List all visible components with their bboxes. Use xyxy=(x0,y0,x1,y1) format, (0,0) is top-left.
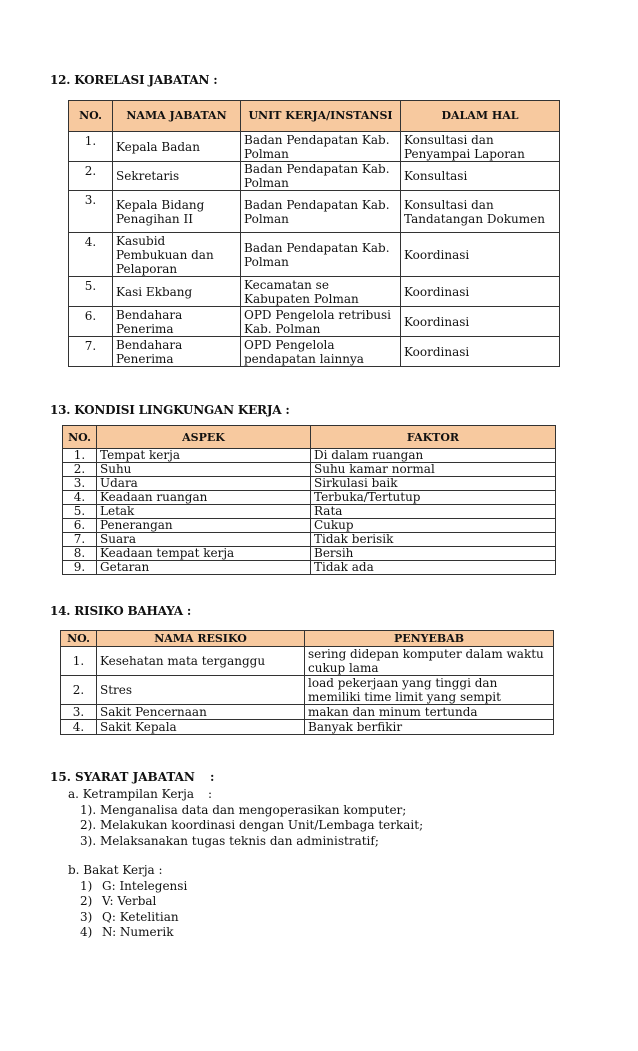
risiko-table xyxy=(60,630,554,735)
cell-aspek: Keadaan ruangan xyxy=(97,491,311,505)
list-text: N: Numerik xyxy=(102,925,174,939)
section-title-syarat xyxy=(50,770,610,787)
table-row xyxy=(69,191,560,233)
list-item: 2). Melakukan koordinasi dengan Unit/Lembaga terkait; xyxy=(80,818,424,832)
table-row xyxy=(69,307,560,337)
cell-nama: Bendahara Penerima xyxy=(113,337,241,367)
cell-faktor: Tidak ada xyxy=(311,561,556,575)
section-title-korelasi: 12. KORELASI JABATAN : xyxy=(50,73,218,87)
table-row xyxy=(69,337,560,367)
cell-penyebab: sering didepan komputer dalam waktu cukup lama xyxy=(305,647,554,676)
cell-unit: OPD Pengelola pendapatan lainnya xyxy=(241,337,401,367)
list-item xyxy=(50,894,610,910)
table-row xyxy=(63,505,556,519)
cell-no: 3. xyxy=(61,705,97,720)
header-no: NO. xyxy=(63,426,97,449)
header-dalam-hal: DALAM HAL xyxy=(401,101,560,132)
list-number: 3) xyxy=(80,909,93,924)
lingkungan-table xyxy=(62,425,556,575)
cell-no: 6. xyxy=(69,307,113,337)
table-row xyxy=(69,277,560,307)
table-row xyxy=(63,547,556,561)
cell-no: 4. xyxy=(63,491,97,505)
list-item xyxy=(50,879,610,895)
cell-nama: Kasi Ekbang xyxy=(113,277,241,307)
cell-hal: Konsultasi xyxy=(401,162,560,191)
section-title-lingkungan: 13. KONDISI LINGKUNGAN KERJA : xyxy=(50,403,290,417)
header-no: NO. xyxy=(61,631,97,647)
list-number: 1) xyxy=(80,878,93,893)
bakat-label: b. Bakat Kerja : xyxy=(68,863,163,877)
cell-aspek: Getaran xyxy=(97,561,311,575)
header-nama-resiko: NAMA RESIKO xyxy=(97,631,305,647)
table-header-row xyxy=(69,101,560,132)
cell-faktor: Rata xyxy=(311,505,556,519)
cell-aspek: Udara xyxy=(97,477,311,491)
table-row xyxy=(63,533,556,547)
table-header-row xyxy=(63,426,556,449)
list-number: 4) xyxy=(80,925,93,939)
cell-no: 2. xyxy=(61,676,97,705)
cell-no: 1. xyxy=(61,647,97,676)
header-no: NO. xyxy=(69,101,113,132)
cell-no: 2. xyxy=(63,463,97,477)
table-row xyxy=(61,676,554,705)
cell-no: 7. xyxy=(63,533,97,547)
ketrampilan-colon: : xyxy=(208,787,213,801)
list-text: Q: Ketelitian xyxy=(102,909,179,924)
cell-hal: Konsultasi dan Tandatangan Dokumen xyxy=(401,191,560,233)
cell-no: 7. xyxy=(69,337,113,367)
cell-no: 5. xyxy=(69,277,113,307)
cell-no: 4. xyxy=(61,720,97,735)
cell-penyebab: makan dan minum tertunda xyxy=(305,705,554,720)
header-nama-jabatan: NAMA JABATAN xyxy=(113,101,241,132)
cell-nama: Kepala Badan xyxy=(113,132,241,162)
list-item: 3). Melaksanakan tugas teknis dan administratif; xyxy=(80,833,379,848)
ketrampilan-label xyxy=(50,787,610,803)
syarat-title: 15. SYARAT JABATAN xyxy=(50,770,195,784)
list-number: 2) xyxy=(80,894,93,908)
cell-no: 5. xyxy=(63,505,97,519)
header-faktor: FAKTOR xyxy=(311,426,556,449)
cell-faktor: Sirkulasi baik xyxy=(311,477,556,491)
cell-resiko: Sakit Pencernaan xyxy=(97,705,305,720)
cell-nama: Kepala Bidang Penagihan II xyxy=(113,191,241,233)
cell-aspek: Letak xyxy=(97,505,311,519)
table-row xyxy=(61,720,554,735)
table-row xyxy=(63,449,556,463)
cell-faktor: Suhu kamar normal xyxy=(311,463,556,477)
syarat-colon: : xyxy=(210,770,215,784)
cell-hal: Koordinasi xyxy=(401,307,560,337)
cell-aspek: Suhu xyxy=(97,463,311,477)
cell-hal: Koordinasi xyxy=(401,337,560,367)
cell-hal: Koordinasi xyxy=(401,233,560,277)
table-row xyxy=(63,463,556,477)
section-title-risiko: 14. RISIKO BAHAYA : xyxy=(50,604,192,618)
ketrampilan-label-text: a. Ketrampilan Kerja xyxy=(68,787,195,801)
table-row xyxy=(69,162,560,191)
cell-no: 3. xyxy=(63,477,97,491)
cell-unit: Badan Pendapatan Kab. Polman xyxy=(241,233,401,277)
list-item: 1). Menganalisa data dan mengoperasikan komputer; xyxy=(80,802,407,817)
cell-no: 2. xyxy=(69,162,113,191)
table-row xyxy=(63,491,556,505)
cell-unit: Kecamatan se Kabupaten Polman xyxy=(241,277,401,307)
cell-unit: OPD Pengelola retribusi Kab. Polman xyxy=(241,307,401,337)
table-row xyxy=(61,705,554,720)
list-item xyxy=(50,925,610,941)
header-unit-kerja: UNIT KERJA/INSTANSI xyxy=(241,101,401,132)
cell-hal: Koordinasi xyxy=(401,277,560,307)
cell-faktor: Tidak berisik xyxy=(311,533,556,547)
table-row xyxy=(69,132,560,162)
cell-unit: Badan Pendapatan Kab. Polman xyxy=(241,162,401,191)
cell-nama: Bendahara Penerima xyxy=(113,307,241,337)
table-row xyxy=(63,477,556,491)
table-header-row xyxy=(61,631,554,647)
cell-faktor: Cukup xyxy=(311,519,556,533)
cell-nama: Sekretaris xyxy=(113,162,241,191)
korelasi-table xyxy=(68,100,560,367)
list-item xyxy=(50,910,610,926)
cell-unit: Badan Pendapatan Kab. Polman xyxy=(241,191,401,233)
cell-hal: Konsultasi dan Penyampai Laporan xyxy=(401,132,560,162)
cell-aspek: Tempat kerja xyxy=(97,449,311,463)
cell-faktor: Terbuka/Tertutup xyxy=(311,491,556,505)
table-row xyxy=(63,561,556,575)
cell-resiko: Stres xyxy=(97,676,305,705)
table-row xyxy=(69,233,560,277)
cell-faktor: Di dalam ruangan xyxy=(311,449,556,463)
cell-penyebab: Banyak berfikir xyxy=(305,720,554,735)
cell-no: 3. xyxy=(69,191,113,233)
cell-no: 6. xyxy=(63,519,97,533)
cell-aspek: Penerangan xyxy=(97,519,311,533)
syarat-jabatan-section xyxy=(50,770,610,941)
cell-no: 1. xyxy=(63,449,97,463)
cell-resiko: Sakit Kepala xyxy=(97,720,305,735)
table-row xyxy=(61,647,554,676)
cell-faktor: Bersih xyxy=(311,547,556,561)
header-penyebab: PENYEBAB xyxy=(305,631,554,647)
cell-aspek: Keadaan tempat kerja xyxy=(97,547,311,561)
cell-penyebab: load pekerjaan yang tinggi dan memiliki time limit yang sempit xyxy=(305,676,554,705)
list-text: G: Intelegensi xyxy=(102,878,188,893)
cell-no: 1. xyxy=(69,132,113,162)
cell-unit: Badan Pendapatan Kab. Polman xyxy=(241,132,401,162)
cell-nama: Kasubid Pembukuan dan Pelaporan xyxy=(113,233,241,277)
list-text: V: Verbal xyxy=(102,894,157,908)
cell-no: 8. xyxy=(63,547,97,561)
cell-resiko: Kesehatan mata terganggu xyxy=(97,647,305,676)
cell-no: 4. xyxy=(69,233,113,277)
cell-aspek: Suara xyxy=(97,533,311,547)
table-row xyxy=(63,519,556,533)
cell-no: 9. xyxy=(63,561,97,575)
header-aspek: ASPEK xyxy=(97,426,311,449)
